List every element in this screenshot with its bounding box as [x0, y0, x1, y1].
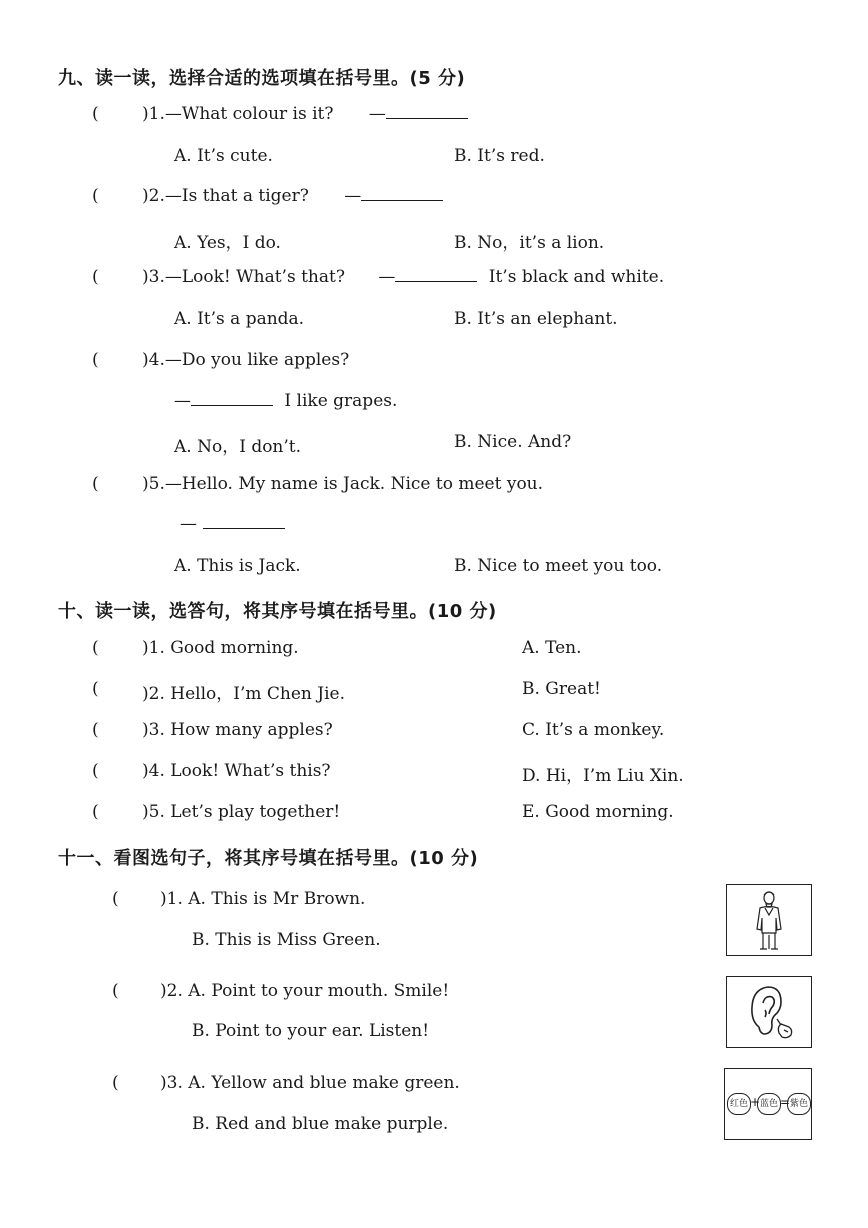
- question-line: [142, 350, 349, 370]
- answer-option: C. It’s a monkey.: [522, 720, 665, 740]
- question-text: —Do you like apples?: [164, 350, 350, 370]
- answer-blank[interactable]: [361, 186, 443, 201]
- question-text: Let’s play together!: [170, 802, 341, 822]
- question-line: [142, 267, 664, 287]
- option-a-text: A. This is Mr Brown.: [188, 889, 366, 909]
- option-a: [160, 889, 365, 909]
- plus-sign: +: [750, 1095, 761, 1109]
- question-line: [142, 186, 443, 206]
- question-line: [142, 761, 331, 781]
- question-number: )3.: [142, 267, 165, 287]
- question-number: )2.: [160, 981, 183, 1001]
- answer-blank[interactable]: [203, 514, 285, 529]
- option-a: [160, 1073, 460, 1093]
- answer-blank[interactable]: [191, 391, 273, 406]
- option-a: A. Yes，I do.: [174, 233, 281, 253]
- question-line: [142, 802, 340, 822]
- answer-dash: —: [344, 186, 362, 206]
- answer-paren[interactable]: (: [112, 981, 119, 1001]
- answer-paren[interactable]: (: [92, 761, 99, 781]
- pointing-hand-icon: [777, 1019, 792, 1038]
- answer-dash: —: [378, 267, 396, 287]
- option-a-text: A. Yellow and blue make green.: [188, 1073, 460, 1093]
- option-a-text: A. Point to your mouth. Smile!: [188, 981, 450, 1001]
- section9-heading: 九、读一读，选择合适的选项填在括号里。(5 分): [58, 68, 466, 89]
- man-picture: [726, 884, 812, 956]
- option-a: A. It’s a panda.: [174, 309, 305, 329]
- option-a: A. This is Jack.: [174, 556, 301, 576]
- answer-paren[interactable]: (: [92, 679, 99, 699]
- question-number: )2.: [142, 684, 165, 704]
- question-text: Look! What’s this?: [170, 761, 331, 781]
- man-figure-icon: [727, 885, 811, 955]
- answer-paren[interactable]: (: [92, 104, 99, 124]
- color-mix-picture: [724, 1068, 812, 1140]
- question-number: )1.: [142, 638, 165, 658]
- option-b: B. Nice to meet you too.: [454, 556, 663, 576]
- option-b: B. Point to your ear. Listen!: [192, 1021, 430, 1041]
- answer-paren[interactable]: (: [92, 350, 99, 370]
- answer-line: [180, 514, 285, 534]
- question-text: Hello，I’m Chen Jie.: [170, 684, 345, 704]
- question-line: [142, 638, 299, 658]
- answer-followup: I like grapes.: [284, 391, 398, 411]
- question-text: —Look! What’s that?: [164, 267, 345, 287]
- question-number: )4.: [142, 350, 165, 370]
- question-text: —What colour is it?: [164, 104, 334, 124]
- question-number: )3.: [160, 1073, 183, 1093]
- answer-dash: —: [180, 514, 197, 534]
- answer-option: E. Good morning.: [522, 802, 674, 822]
- answer-paren[interactable]: (: [92, 267, 99, 287]
- section10-heading: 十、读一读，选答句，将其序号填在括号里。(10 分): [58, 601, 497, 622]
- question-text: —Is that a tiger?: [164, 186, 309, 206]
- question-line: [142, 474, 543, 494]
- option-b: B. No，it’s a lion.: [454, 233, 605, 253]
- answer-paren[interactable]: (: [92, 802, 99, 822]
- question-text: How many apples?: [170, 720, 333, 740]
- ear-picture: [726, 976, 812, 1048]
- question-number: )1.: [160, 889, 183, 909]
- option-b: B. This is Miss Green.: [192, 930, 381, 950]
- answer-line: [174, 391, 397, 411]
- answer-option: B. Great!: [522, 679, 601, 699]
- answer-paren[interactable]: (: [92, 186, 99, 206]
- section11-heading: 十一、看图选句子，将其序号填在括号里。(10 分): [58, 848, 479, 869]
- option-b: B. It’s red.: [454, 146, 545, 166]
- color-bubble-blue: 蓝色: [757, 1093, 781, 1115]
- answer-blank[interactable]: [395, 267, 477, 282]
- question-line: [142, 104, 468, 124]
- option-a: [160, 981, 449, 1001]
- answer-paren[interactable]: (: [112, 889, 119, 909]
- option-a: A. It’s cute.: [174, 146, 273, 166]
- option-b: B. It’s an elephant.: [454, 309, 618, 329]
- color-bubble-red: 红色: [727, 1093, 751, 1115]
- answer-paren[interactable]: (: [92, 474, 99, 494]
- option-b: B. Nice. And?: [454, 432, 572, 452]
- ear-icon: [727, 977, 811, 1047]
- question-number: )4.: [142, 761, 165, 781]
- answer-dash: —: [368, 104, 386, 124]
- question-number: )5.: [142, 474, 165, 494]
- question-number: )2.: [142, 186, 165, 206]
- answer-paren[interactable]: (: [92, 720, 99, 740]
- color-bubble-purple: 紫色: [787, 1093, 811, 1115]
- answer-paren[interactable]: (: [92, 638, 99, 658]
- question-text: Good morning.: [170, 638, 299, 658]
- question-number: )1.: [142, 104, 165, 124]
- question-text: —Hello. My name is Jack. Nice to meet you.: [164, 474, 544, 494]
- answer-option: D. Hi，I’m Liu Xin.: [522, 766, 684, 786]
- equals-sign: =: [780, 1095, 791, 1109]
- question-line: [142, 679, 345, 704]
- answer-dash: —: [174, 391, 191, 411]
- answer-paren[interactable]: (: [112, 1073, 119, 1093]
- answer-blank[interactable]: [386, 104, 468, 119]
- question-line: [142, 720, 333, 740]
- answer-option: A. Ten.: [522, 638, 582, 658]
- option-b: B. Red and blue make purple.: [192, 1114, 449, 1134]
- answer-followup: It’s black and white.: [488, 267, 665, 287]
- question-number: )5.: [142, 802, 165, 822]
- question-number: )3.: [142, 720, 165, 740]
- option-a: A. No，I don’t.: [174, 437, 302, 457]
